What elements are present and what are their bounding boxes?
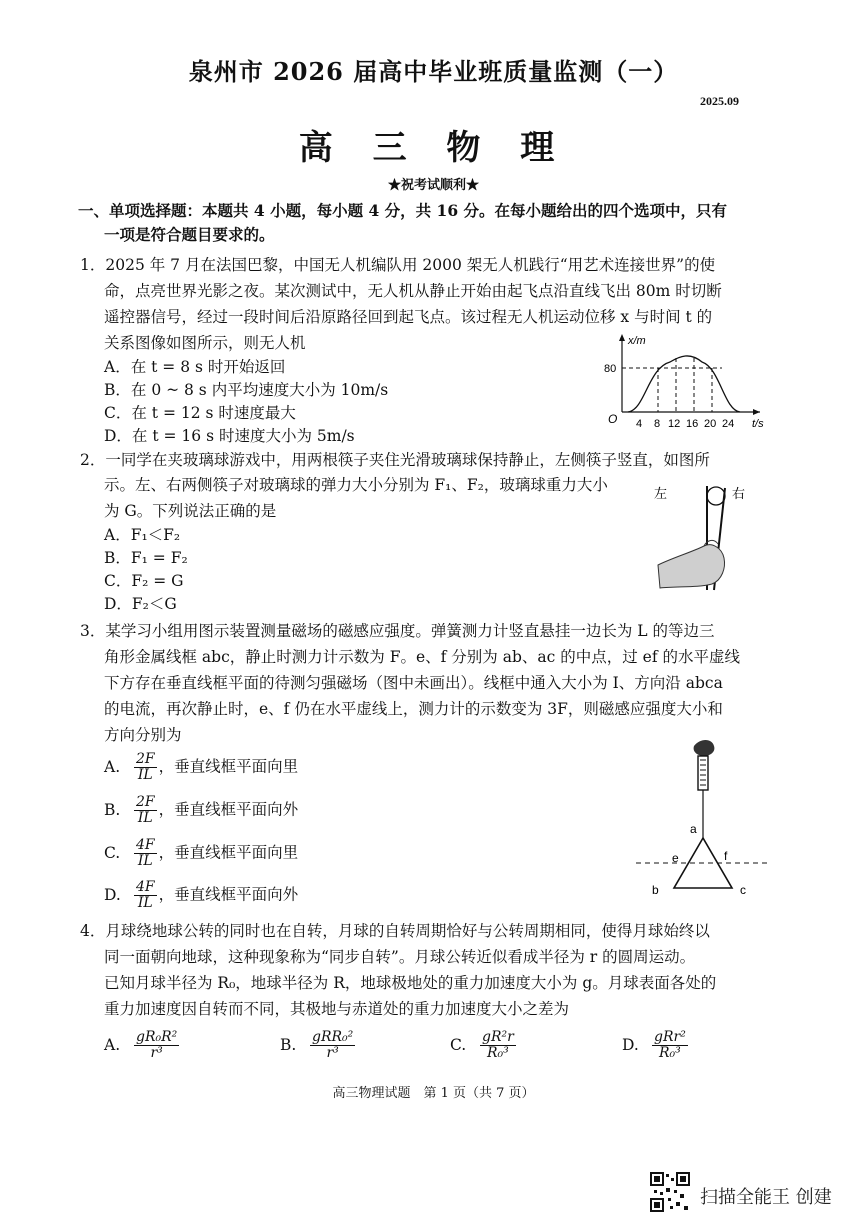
q4-option-d[interactable]: D. $\frac{\text{gRr²}}{\text{R₀³}}$	[622, 1029, 686, 1061]
q4-option-c[interactable]: C. $\frac{\text{gR²r}}{\text{R₀³}}$	[450, 1029, 514, 1061]
displacement-time-graph	[600, 330, 770, 435]
section-heading-line1: 一、单项选择题：本题共 4 小题，每小题 4 分，共 16 分。在每小题给出的四个选项中，只有	[78, 201, 728, 220]
q4-line: 同一面朝向地球，这种现象称为“同步自转”。月球公转近似看成半径为 r 的圆周运动。	[104, 948, 696, 966]
q3-option-b[interactable]: B. $\frac{2F}{IL}$ ，垂直线框平面向外	[104, 794, 299, 826]
x-tick: 16	[686, 418, 699, 430]
q3-line: 的电流，再次静止时，e、f 仍在水平虚线上，测力计的示数变为 3F，则磁感应强度大小和	[104, 700, 723, 718]
q1-line: 遥控器信号，经过一段时间后沿原路径回到起飞点。该过程无人机运动位移 x 与时间 t 的	[104, 308, 713, 326]
q1-option-a[interactable]: A．在 t = 8 s 时开始返回	[104, 358, 286, 376]
q1-option-c[interactable]: C．在 t = 12 s 时速度最大	[104, 404, 296, 422]
q3-option-c[interactable]: C. $\frac{4F}{IL}$ ，垂直线框平面向里	[104, 837, 299, 869]
q4-line: 已知月球半径为 R₀，地球半径为 R，地球极地处的重力加速度大小为 g。月球表面各处的	[104, 974, 717, 992]
label-a: a	[690, 822, 697, 836]
q2-line: 示。左、右两侧筷子对玻璃球的弹力大小分别为 F₁、F₂，玻璃球重力大小	[104, 476, 608, 494]
y-axis-label: x/m	[628, 335, 646, 347]
hand-icon	[694, 740, 715, 756]
xt-curve	[628, 356, 740, 412]
q3-option-d[interactable]: D. $\frac{4F}{IL}$ ，垂直线框平面向外	[104, 879, 299, 911]
q2-option-b[interactable]: B．F₁ = F₂	[104, 549, 188, 567]
fraction: $\frac{\text{gRr²}}{\text{R₀³}}$	[654, 1029, 686, 1061]
q2-line: 为 G。下列说法正确的是	[104, 502, 277, 520]
fraction: $\frac{4F}{IL}$	[136, 837, 155, 869]
x-tick: 4	[636, 418, 643, 430]
q3-line: 方向分别为	[104, 726, 182, 744]
q3-line: 角形金属线框 abc，静止时测力计示数为 F。e、f 分别为 ab、ac 的中点，过 ef 的水平虚线	[104, 648, 740, 666]
fraction: $\frac{\text{gRR₀²}}{\text{r³}}$	[312, 1029, 354, 1061]
q3-line: 下方存在垂直线框平面的待测匀强磁场（图中未画出）。线框中通入大小为 I、方向沿 abca	[104, 674, 723, 692]
chopsticks-figure	[652, 480, 762, 595]
exam-title: 泉州市 2026 届高中毕业班质量监测（一）	[188, 57, 679, 86]
origin-label: O	[608, 412, 618, 426]
page-footer: 高三物理试题 第 1 页（共 7 页）	[332, 1086, 535, 1101]
fraction: $\frac{2F}{IL}$	[136, 794, 155, 826]
q2-option-a[interactable]: A．F₁＜F₂	[104, 526, 181, 544]
glass-ball	[707, 487, 725, 505]
q3-option-a[interactable]: A. $\frac{2F}{IL}$ ，垂直线框平面向里	[104, 751, 299, 783]
q3-line: 3．某学习小组用图示装置测量磁场的磁感应强度。弹簧测力计竖直悬挂一边长为 L 的等边三	[80, 622, 715, 640]
fraction: $\frac{\text{gR₀R²}}{\text{r³}}$	[136, 1029, 178, 1061]
label-f: f	[724, 849, 728, 863]
y-tick-80: 80	[604, 363, 617, 375]
exam-date: 2025.09	[700, 94, 739, 108]
x-tick: 12	[668, 418, 681, 430]
section-heading-line2: 一项是符合题目要求的。	[104, 225, 275, 244]
q1-line: 命，点亮世界光影之夜。某次测试中，无人机从静止开始由起飞点沿直线飞出 80m 时切断	[104, 282, 722, 300]
subject-title: 高 三 物 理	[298, 128, 569, 168]
q1-line: 1．2025 年 7 月在法国巴黎，中国无人机编队用 2000 架无人机践行“用艺术连接世界”的使	[80, 256, 716, 274]
fraction: $\frac{\text{gR²r}}{\text{R₀³}}$	[482, 1029, 514, 1061]
q4-line: 4．月球绕地球公转的同时也在自转，月球的自转周期恰好与公转周期相同，使得月球始终以	[80, 922, 710, 940]
x-tick: 8	[654, 418, 661, 430]
label-b: b	[652, 883, 659, 897]
qr-code-icon	[650, 1172, 690, 1212]
left-label: 左	[654, 486, 668, 501]
q4-option-a[interactable]: A. $\frac{\text{gR₀R²}}{\text{r³}}$	[104, 1029, 178, 1061]
x-tick: 24	[722, 418, 735, 430]
good-luck-line: ★祝考试顺利★	[387, 178, 479, 193]
q4-option-b[interactable]: B. $\frac{\text{gRR₀²}}{\text{r³}}$	[280, 1029, 354, 1061]
q4-line: 重力加速度因自转而不同，其极地与赤道处的重力加速度大小之差为	[104, 1000, 570, 1018]
x-tick: 20	[704, 418, 717, 430]
scanner-watermark: 扫描全能王 创建	[700, 1187, 832, 1208]
q1-option-b[interactable]: B．在 0 ~ 8 s 内平均速度大小为 10m/s	[104, 381, 389, 399]
spring-balance-figure	[632, 738, 772, 903]
label-c: c	[740, 883, 746, 897]
right-label: 右	[732, 486, 746, 501]
x-axis-label: t/s	[752, 418, 764, 430]
q2-line: 2．一同学在夹玻璃球游戏中，用两根筷子夹住光滑玻璃球保持静止，左侧筷子竖直，如图所	[80, 451, 710, 469]
label-e: e	[672, 851, 679, 865]
fraction: $\frac{2F}{IL}$	[136, 751, 155, 783]
hand	[658, 545, 725, 588]
q2-option-d[interactable]: D．F₂＜G	[104, 595, 177, 613]
q1-option-d[interactable]: D．在 t = 16 s 时速度大小为 5m/s	[104, 427, 355, 445]
q1-line: 关系图像如图所示，则无人机	[104, 334, 306, 352]
q2-option-c[interactable]: C．F₂ = G	[104, 572, 184, 590]
fraction: $\frac{4F}{IL}$	[136, 879, 155, 911]
